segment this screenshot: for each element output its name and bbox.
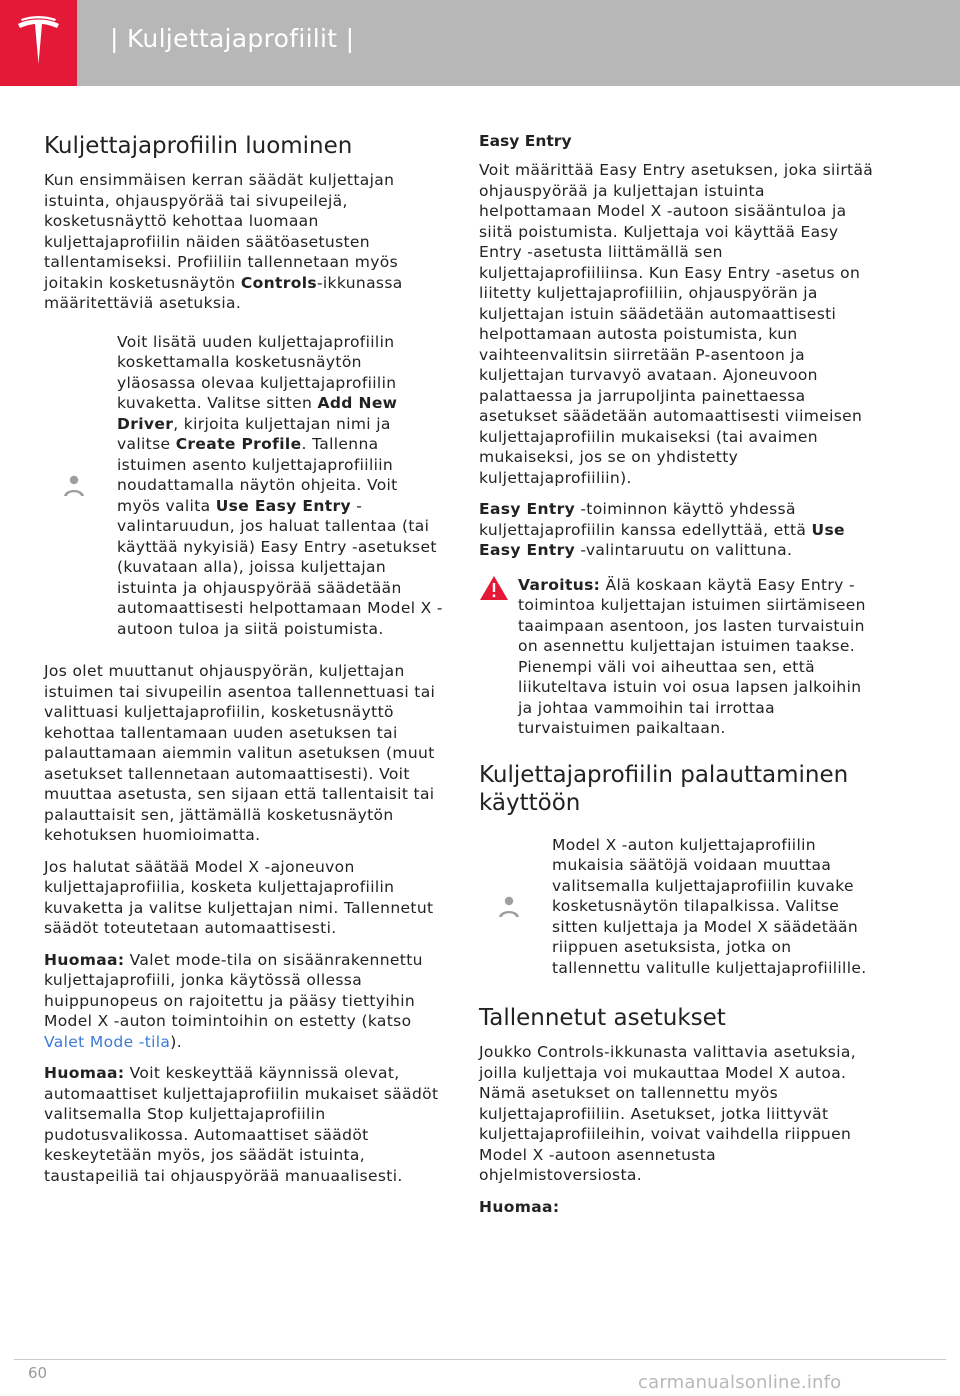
heading-restore-profile: Kuljettajaprofiilin palauttaminen käyttöön	[479, 761, 849, 816]
footer-divider	[14, 1359, 946, 1360]
easy-entry-requirement: Easy Entry -toiminnon käyttö yhdessä kuljettajaprofiilin kanssa edellyttää, että Use Easy Entry -valintaruutu on valittuna.	[479, 500, 845, 559]
right-column	[479, 124, 879, 1228]
valet-mode-link[interactable]: Valet Mode -tila	[44, 1032, 171, 1051]
page-number: 60	[28, 1364, 48, 1382]
tip-restore-profile	[479, 835, 879, 979]
tip-add-profile	[44, 332, 444, 640]
heading-easy-entry: Easy Entry	[479, 132, 572, 150]
watermark: carmanualsonline.info	[638, 1372, 842, 1393]
paragraph-adjust-profile: Jos halutat säätää Model X -ajoneuvon kuljettajaprofiilia, kosketa kuljettajaprofiilin kuvaketta ja valitse kuljettajan nimi. Tallennetut säädöt toteutetaan automaattisesti.	[44, 857, 434, 937]
tip-restore-profile-text: Model X -auton kuljettajaprofiilin mukaisia säätöjä voidaan muuttaa valitsemalla kuljettajaprofiilin kuvake kosketusnäytön tilapalkissa. Valitse sitten kuljettaja ja Model X säädetään riippuen asetuksista, jotka on tallennettu valitulle kuljettajaprofiilille.	[552, 835, 867, 977]
person-icon	[497, 894, 521, 918]
warning-text: Varoitus: Älä koskaan käytä Easy Entry -toimintoa kuljettajan istuimen siirtämiseen taaimpaan asentoon, jos lasten turvaistuin on asennettu kuljettajan istuimen taakse. Pienempi väli voi aiheuttaa sen, että liikuteltava istuin voi osua lapsen jalkoihin ja johtaa vammoihin tai irrottaa turvaistuimen paikaltaan.	[518, 575, 866, 737]
saved-settings-paragraph: Joukko Controls-ikkunasta valittavia asetuksia, joilla kuljettaja voi mukauttaa Model X autoa. Nämä asetukset on tallennettu myös kuljettajaprofiiliin. Asetukset, jotka liittyvät kuljettajaprofiileihin, voivat vaihdella riippuen Model X -autoon asennetusta ohjelmistoversiosta.	[479, 1043, 856, 1184]
heading-create-profile: Kuljettajaprofiilin luominen	[44, 133, 353, 159]
heading-saved-settings: Tallennetut asetukset	[479, 1005, 726, 1031]
saved-settings-note: Huomaa:	[479, 1197, 560, 1216]
page-header	[0, 0, 960, 86]
section-title: | Kuljettajaprofiilit |	[110, 24, 355, 53]
brand-logo	[0, 0, 77, 86]
person-icon	[62, 473, 86, 497]
tip-add-profile-text: Voit lisätä uuden kuljettajaprofiilin koskettamalla kosketusnäytön yläosassa olevaa kuljettajaprofiilin kuvaketta. Valitse sitten Add New Driver, kirjoita kuljettajan nimi ja valitse Create Profile. Tallenna istuimen asento kuljettajaprofiiliin noudattamalla näytön ohjeita. Voit myös valita Use Easy Entry -valintaruudun, jos haluat tallentaa (tai käyttää nykyisiä) Easy Entry -asetukset (kuvataan alla), joissa kuljettajan istuinta ja ohjauspyörää säädetään automaattisesti helpottamaan Model X -autoon tuloa ja siitä poistumista.	[117, 332, 443, 638]
warning-icon	[479, 575, 509, 601]
easy-entry-paragraph: Voit määrittää Easy Entry asetuksen, joka siirtää ohjauspyörää ja kuljettajan istuinta helpottamaan Model X -autoon sisääntuloa ja siitä poistumista. Kuljettaja voi käyttää Easy Entry -asetusta liittämällä sen kuljettajaprofiiliinsa. Kun Easy Entry -asetus on liitetty kuljettajaprofiiliin, ohjauspyörän ja kuljettajan istuin säädetään automaattisesti helpottamaan autosta poistumista, kun vaihteenvalitsin siirretään P-asentoon ja kuljettajan turvavyö avataan. Ajoneuvoon palattaessa ja jarrupoljinta painettaessa asetukset säädetään automaattisesti viimeisen kuljettajaprofiilin mukaiseksi (tai avaimen mukaiseksi, jos se on yhdistetty kuljettajaprofiiliin).	[479, 161, 874, 487]
warning-box	[479, 575, 879, 739]
note-stop-adjustments: Huomaa: Voit keskeyttää käynnissä olevat, automaattiset kuljettajaprofiilin mukaiset säädöt valitsemalla Stop kuljettajaprofiilin pudotusvalikossa. Automaattiset säädöt keskeytetään myös, jos säädät istuinta, taustapeiliä tai ohjauspyörää manuaalisesti.	[44, 1064, 439, 1185]
intro-paragraph: Kun ensimmäisen kerran säädät kuljettajan istuinta, ohjauspyörää tai sivupeilejä, kosketusnäyttö kehottaa luomaan kuljettajaprofiilin näiden säätöasetusten tallentamiseksi. Profiiliin tallennetaan myös joitakin kosketusnäytön Controls-ikkunassa määritettäviä asetuksia.	[44, 171, 403, 312]
left-column	[44, 124, 444, 1197]
tesla-logo-icon	[15, 16, 62, 70]
note-valet: Huomaa: Valet mode-tila on sisäänrakennettu kuljettajaprofiili, jonka käytössä ollessa huippunopeus on rajoitettu ja pääsy tiettyihin Model X -auton toimintoihin on estetty (katso Valet Mode -tila).	[44, 950, 423, 1051]
paragraph-changed-settings: Jos olet muuttanut ohjauspyörän, kuljettajan istuimen tai sivupeilin asentoa tallennettuasi tai valittuasi kuljettajaprofiilin, kosketusnäyttö kehottaa tallentamaan uuden asetuksen tai palauttamaan aiemmin valitun asetuksen (muut asetukset tallennetaan automaattisesti). Voit muuttaa asetusta, sen sijaan että tallentaisit tai palauttaisit sen, jättämällä kosketusnäytön kehotuksen huomioimatta.	[44, 662, 436, 844]
